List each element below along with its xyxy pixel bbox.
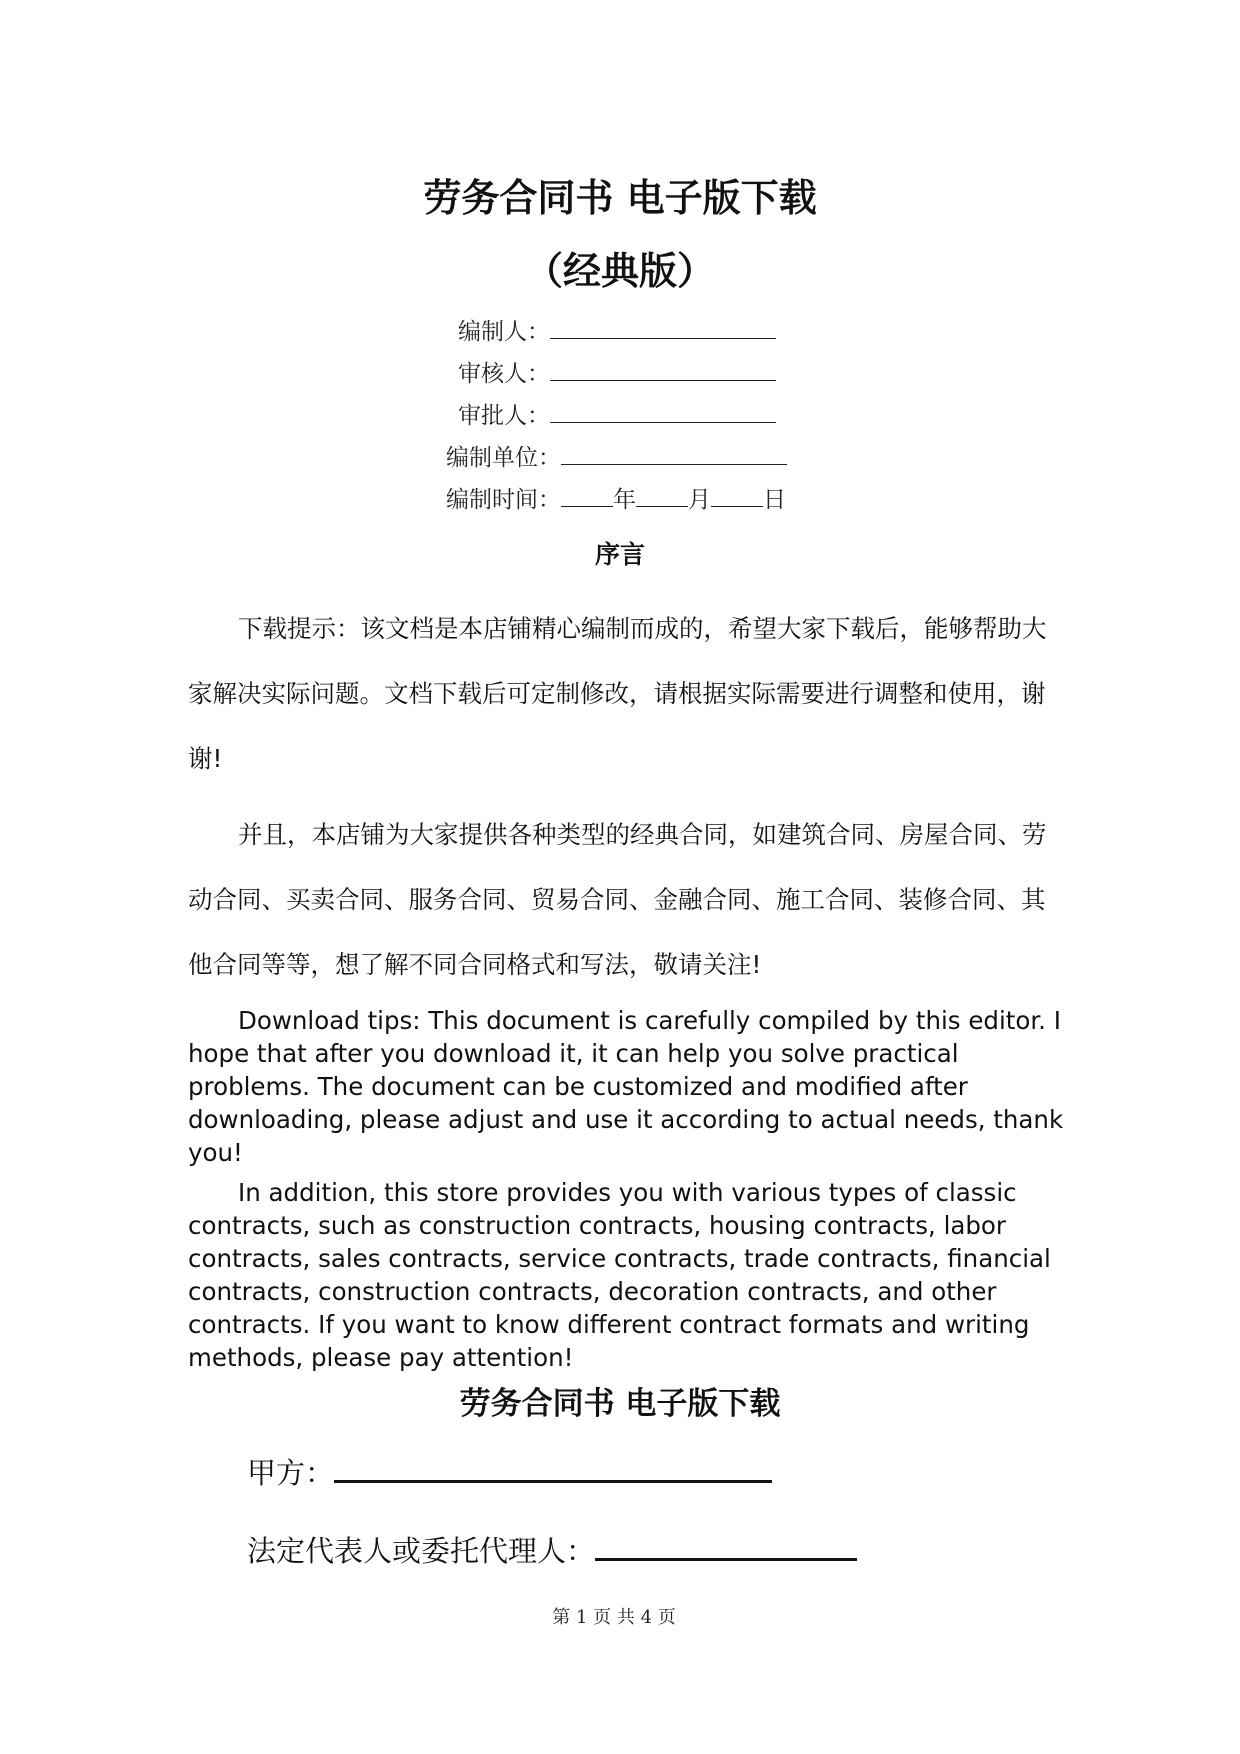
preface-en-paragraph-2: In addition, this store provides you with various types of classic contracts, such as construction contracts, housing contracts, labor contracts, sales contracts, service contracts, trade contracts, financial contracts, construction contracts, decoration contracts, and other contracts. If you want to know different contract formats and writing methods, please pay attention!: [188, 1178, 1051, 1372]
day-label: 日: [763, 487, 786, 513]
compiler-blank[interactable]: [550, 316, 776, 339]
year-label: 年: [613, 487, 636, 513]
preface-cn-paragraph-2: 并且，本店铺为大家提供各种类型的经典合同，如建筑合同、房屋合同、劳动合同、买卖合同、服务合同、贸易合同、金融合同、施工合同、装修合同、其他合同等等，想了解不同合同格式和写法，敬请关注!: [188, 820, 1047, 979]
document-subtitle: （经典版）: [524, 248, 715, 293]
preface-en-paragraph-1: Download tips: This document is carefully compiled by this editor. I hope that after you download it, it can help you solve practical problems. The document can be customized and modified after downloading, please adjust and use it according to actual needs, thank you!: [188, 1006, 1064, 1167]
unit-blank[interactable]: [561, 442, 787, 465]
reviewer-label: 审核人：: [458, 361, 550, 387]
representative-label: 法定代表人或委托代理人：: [247, 1534, 596, 1568]
time-label: 编制时间：: [446, 487, 561, 513]
contract-title: 劳务合同书 电子版下载: [459, 1386, 781, 1422]
preface-cn-paragraph-1: 下载提示：该文档是本店铺精心编制而成的，希望大家下载后，能够帮助大家解决实际问题。文档下载后可定制修改，请根据实际需要进行调整和使用，谢谢!: [188, 614, 1047, 773]
unit-row: [446, 442, 787, 473]
approver-row: [458, 400, 776, 431]
party-a-blank[interactable]: [334, 1450, 772, 1483]
time-row: [446, 484, 786, 515]
year-blank[interactable]: [561, 484, 613, 507]
month-blank[interactable]: [636, 484, 688, 507]
compiler-row: [458, 316, 776, 347]
party-a-label: 甲方：: [247, 1456, 335, 1490]
approver-label: 审批人：: [458, 403, 550, 429]
compiler-label: 编制人：: [458, 319, 550, 345]
document-title: 劳务合同书 电子版下载: [423, 175, 817, 220]
page-number: 第 1 页 共 4 页: [552, 1607, 676, 1628]
representative-blank[interactable]: [595, 1528, 857, 1561]
reviewer-blank[interactable]: [550, 358, 776, 381]
day-blank[interactable]: [711, 484, 763, 507]
party-a-row: [247, 1450, 772, 1493]
representative-row: [247, 1528, 857, 1571]
approver-blank[interactable]: [550, 400, 776, 423]
month-label: 月: [688, 487, 711, 513]
preface-title: 序言: [594, 540, 645, 569]
reviewer-row: [458, 358, 776, 389]
unit-label: 编制单位：: [446, 445, 561, 471]
